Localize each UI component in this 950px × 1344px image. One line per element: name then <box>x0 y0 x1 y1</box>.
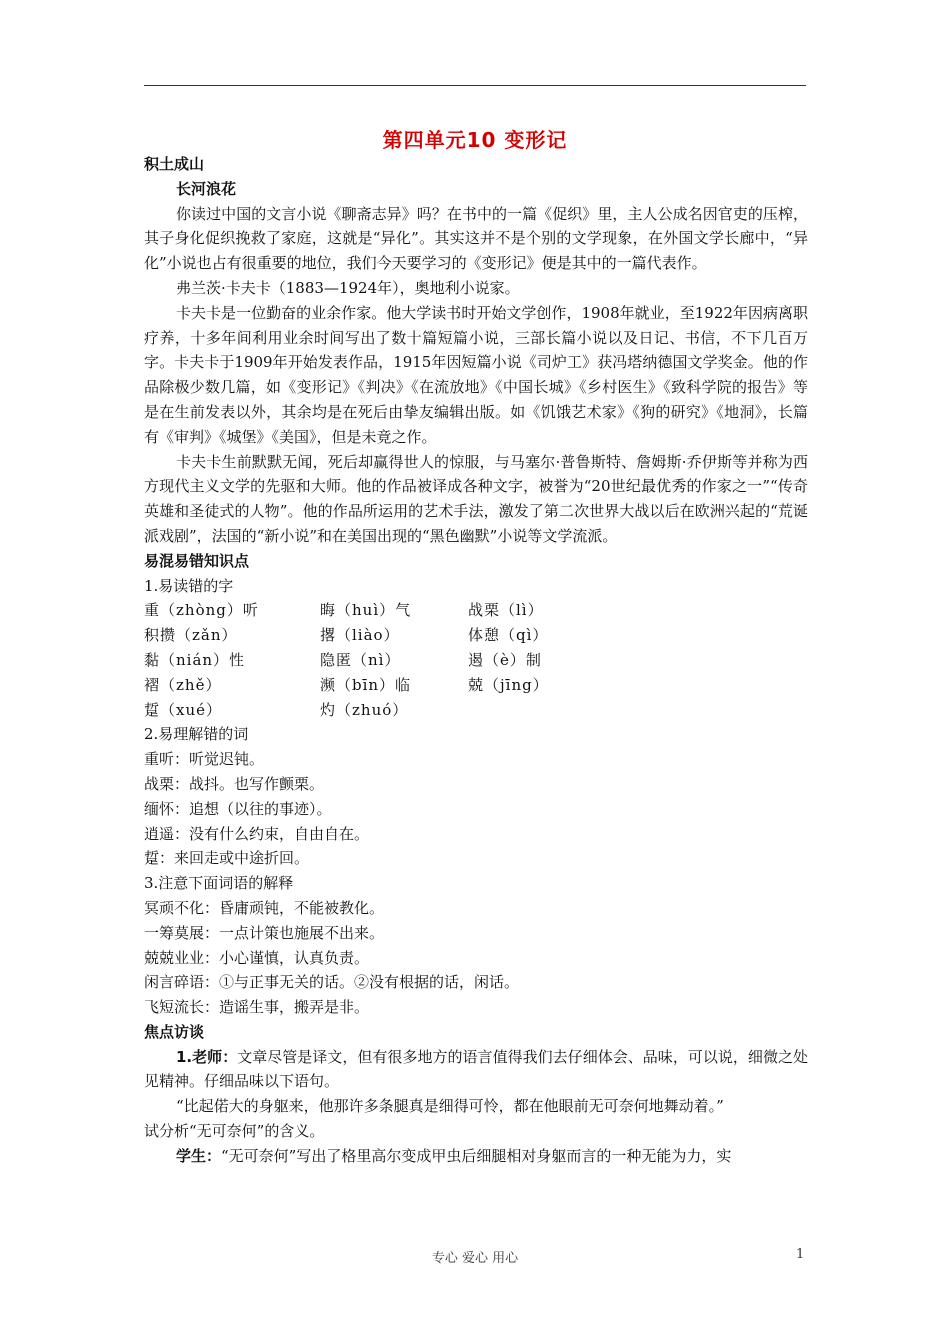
teacher-paragraph <box>144 1045 808 1095</box>
pronunciation-item <box>468 698 668 723</box>
section-heading-1: 积土成山 <box>144 155 205 173</box>
idiom-item: 闲言碎语：①与正事无关的话。②没有根据的话，闲话。 <box>144 973 520 992</box>
section-heading-2: 易混易错知识点 <box>144 551 250 570</box>
list-heading-pronunciation: 1.易读错的字 <box>144 576 234 595</box>
document-body <box>144 152 808 1169</box>
subsection-heading: 长河浪花 <box>176 179 237 198</box>
pronunciation-item: 灼（zhuó） <box>320 700 409 719</box>
idiom-item: 冥顽不化：昏庸顽钝，不能被教化。 <box>144 898 385 917</box>
student-text: “无可奈何”写出了格里高尔变成甲虫后细腿相对身躯而言的一种无能为力，实 <box>221 1146 732 1165</box>
quote-line: “比起偌大的身躯来，他那许多条腿真是细得可怜，都在他眼前无可奈何地舞动着。” <box>176 1097 724 1116</box>
pronunciation-item: 积攒（zǎn） <box>144 626 238 645</box>
pronunciation-item: 重（zhòng）听 <box>144 601 259 620</box>
pronunciation-item: 撂（liào） <box>320 626 400 645</box>
definition-item: 重听：听觉迟钝。 <box>144 750 265 769</box>
definition-item: 缅怀：追想（以往的事迹）。 <box>144 799 332 818</box>
page-number: 1 <box>796 1247 805 1262</box>
paragraph-intro: 你读过中国的文言小说《聊斋志异》吗？在书中的一篇《促织》里，主人公成名因官吏的压榨，其子身化促织挽救了家庭，这就是“异化”。其实这并不是个别的文学现象，在外国文学长廊中，“异化”小说也占有很重要的地位，我们今天要学习的《变形记》便是其中的一篇代表作。 <box>144 204 808 273</box>
pronunciation-row <box>144 673 808 698</box>
pronunciation-row <box>144 648 808 673</box>
paragraph-author: 弗兰茨·卡夫卡（1883—1924年），奥地利小说家。 <box>176 278 520 297</box>
idiom-item: 一筹莫展：一点计策也施展不出来。 <box>144 923 385 942</box>
pronunciation-item: 兢（jīng） <box>468 675 549 694</box>
page-title: 第四单元10 变形记 <box>382 128 568 152</box>
list-heading-idioms: 3.注意下面词语的解释 <box>144 874 294 893</box>
pronunciation-item: 隐匿（nì） <box>320 650 401 669</box>
pronunciation-item: 踅（xué） <box>144 700 222 719</box>
definition-item: 逍遥：没有什么约束，自由自在。 <box>144 824 370 843</box>
question-line: 试分析“无可奈何”的含义。 <box>144 1122 325 1141</box>
section-heading-3: 焦点访谈 <box>144 1022 205 1041</box>
list-heading-meaning: 2.易理解错的词 <box>144 725 249 744</box>
pronunciation-item: 晦（huì）气 <box>320 601 412 620</box>
pronunciation-row <box>144 698 808 723</box>
pronunciation-item: 战栗（lì） <box>468 601 544 620</box>
teacher-label: 1.老师： <box>176 1047 238 1066</box>
pronunciation-item: 黏（nián）性 <box>144 650 246 669</box>
footer-motto: 专心 爱心 用心 <box>431 1251 519 1266</box>
definition-item: 战栗：战抖。也写作颤栗。 <box>144 774 325 793</box>
pronunciation-item: 体憩（qì） <box>468 626 549 645</box>
pronunciation-row <box>144 598 808 623</box>
idiom-item: 飞短流长：造谣生事，搬弄是非。 <box>144 998 370 1017</box>
paragraph-career: 卡夫卡是一位勤奋的业余作家。他大学读书时开始文学创作，1908年就业，至1922年因病离职疗养，十多年间利用业余时间写出了数十篇短篇小说，三部长篇小说以及日记、书信，不下几百万字。卡夫卡于1909年开始发表作品，1915年因短篇小说《司炉工》获冯塔纳德国文学奖金。他的作品除极少数几篇，如《变形记》《判决》《在流放地》《中国长城》《乡村医生》《致科学院的报告》等是在生前发表以外，其余均是在死后由挚友编辑出版。如《饥饿艺术家》《狗的研究》《地洞》，长篇有《审判》《城堡》《美国》，但是未竟之作。 <box>144 303 808 446</box>
pronunciation-item: 遏（è）制 <box>468 650 542 669</box>
teacher-text: 文章尽管是译文，但有很多地方的语言值得我们去仔细体会、品味，可以说，细微之处见精神。仔细品味以下语句。 <box>144 1047 808 1091</box>
header-rule <box>144 85 806 86</box>
definition-item: 踅：来回走或中途折回。 <box>144 849 310 868</box>
idiom-item: 兢兢业业：小心谨慎，认真负责。 <box>144 948 370 967</box>
pronunciation-item: 褶（zhě） <box>144 675 222 694</box>
pronunciation-item: 濒（bīn）临 <box>320 675 412 694</box>
pronunciation-table <box>144 598 808 722</box>
paragraph-legacy: 卡夫卡生前默默无闻，死后却赢得世人的惊服，与马塞尔·普鲁斯特、詹姆斯·乔伊斯等并称为西方现代主义文学的先驱和大师。他的作品被译成各种文字，被誉为“20世纪最优秀的作家之一”“传奇英雄和圣徒式的人物”。他的作品所运用的艺术手法，激发了第二次世界大战以后在欧洲兴起的“荒诞派戏剧”，法国的“新小说”和在美国出现的“黑色幽默”小说等文学流派。 <box>144 452 808 545</box>
student-label: 学生： <box>176 1146 222 1165</box>
student-paragraph <box>144 1144 808 1169</box>
pronunciation-row <box>144 623 808 648</box>
